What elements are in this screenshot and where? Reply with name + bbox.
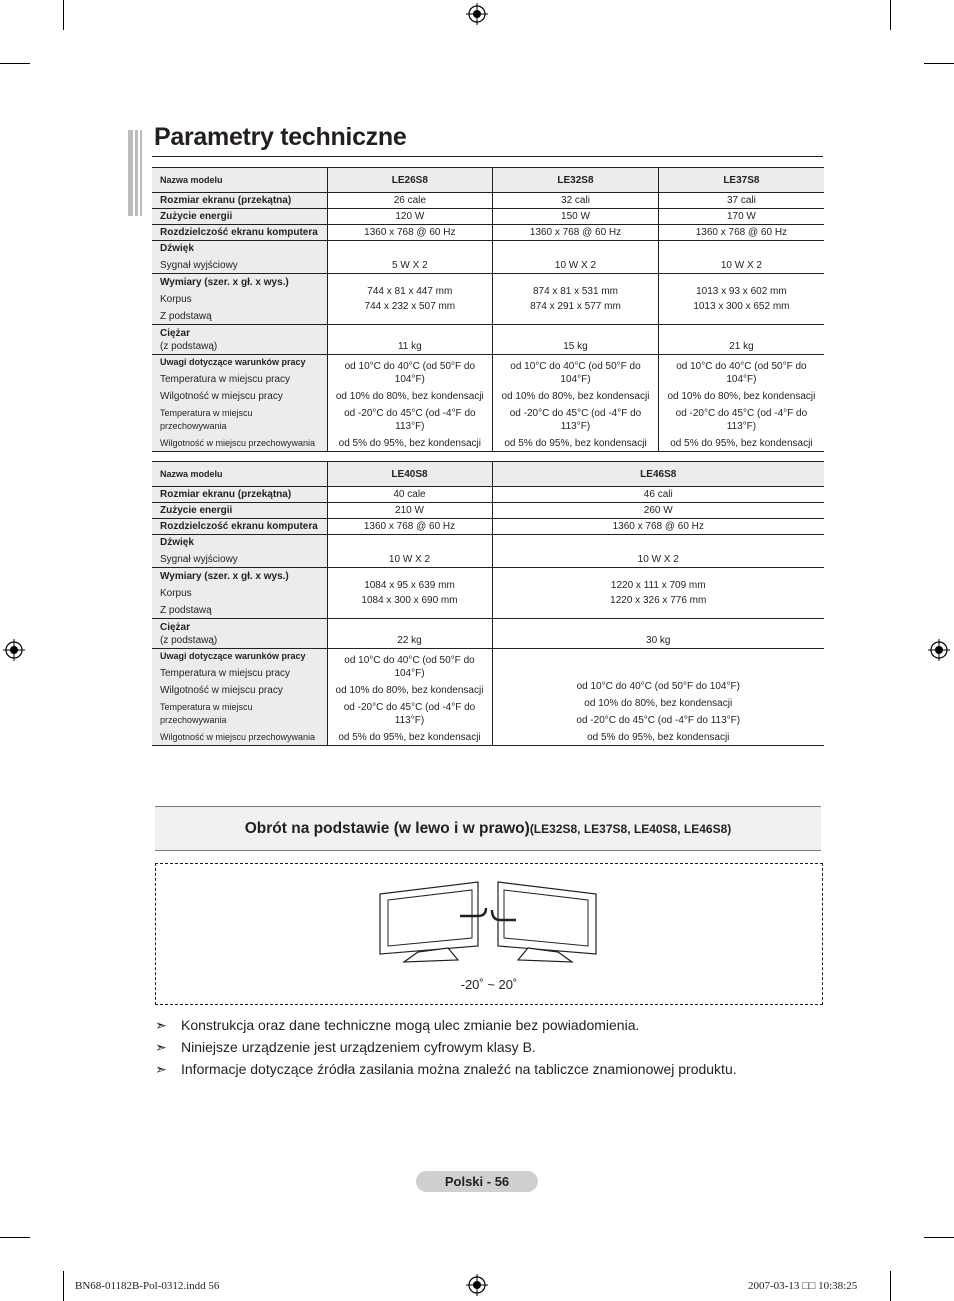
arrow-icon: ➣ bbox=[155, 1017, 167, 1033]
model-header-label: Nazwa modelu bbox=[152, 462, 327, 487]
cell-value: 37 cali bbox=[658, 193, 824, 209]
crop-mark bbox=[890, 0, 891, 30]
row-sublabel: Temperatura w miejscu przechowywania bbox=[160, 702, 253, 725]
crop-mark bbox=[63, 0, 64, 30]
cell-value: 11 kg bbox=[327, 325, 493, 355]
registration-mark-icon bbox=[928, 639, 950, 661]
row-label: Wymiary (szer. x gł. x wys.) bbox=[160, 571, 289, 582]
row-sublabel: Z podstawą bbox=[160, 311, 212, 322]
table-row bbox=[152, 519, 824, 535]
cell-value: 21 kg bbox=[658, 325, 824, 355]
table-row bbox=[152, 193, 824, 209]
cell-value: od 10% do 80%, bez kondensacji bbox=[501, 391, 650, 402]
cell-value: 1220 x 326 x 776 mm bbox=[610, 595, 707, 606]
cell-value: od 10% do 80%, bez kondensacji bbox=[667, 391, 816, 402]
row-sublabel: (z podstawą) bbox=[160, 635, 218, 646]
table-row bbox=[152, 168, 824, 193]
row-label: Rozmiar ekranu (przekątna) bbox=[160, 489, 292, 500]
cell-value: od -20°C do 45°C (od -4°F do 113°F) bbox=[576, 715, 741, 726]
model-name: LE40S8 bbox=[327, 462, 492, 487]
rotation-angle: -20˚ ~ 20˚ bbox=[460, 977, 518, 992]
cell-value: 1220 x 111 x 709 mm bbox=[610, 580, 706, 591]
footer-file: BN68-01182B-Pol-0312.indd 56 bbox=[75, 1280, 220, 1292]
cell-value: od 5% do 95%, bez kondensacji bbox=[338, 438, 481, 449]
cell-value: 1360 x 768 @ 60 Hz bbox=[492, 519, 824, 535]
crop-mark bbox=[924, 63, 954, 64]
title-rule bbox=[152, 156, 823, 157]
cell-value: 260 W bbox=[492, 503, 824, 519]
note-item bbox=[155, 1061, 737, 1078]
table-row bbox=[152, 241, 824, 274]
table-row bbox=[152, 619, 824, 649]
crop-mark bbox=[0, 63, 30, 64]
row-sublabel: Z podstawą bbox=[160, 605, 212, 616]
table-row bbox=[152, 325, 824, 355]
cell-value: od 10°C do 40°C (od 50°F do 104°F) bbox=[510, 361, 641, 385]
cell-value: 1013 x 300 x 652 mm bbox=[693, 301, 790, 312]
cell-value: od 10°C do 40°C (od 50°F do 104°F) bbox=[676, 361, 807, 385]
cell-value: od 5% do 95%, bez kondensacji bbox=[338, 732, 481, 743]
table-row bbox=[152, 503, 824, 519]
registration-mark-icon bbox=[3, 639, 25, 661]
table-row bbox=[152, 568, 824, 619]
cell-value: od -20°C do 45°C (od -4°F do 113°F) bbox=[509, 408, 642, 432]
row-label: Ciężar bbox=[160, 622, 191, 633]
cell-value: 1360 x 768 @ 60 Hz bbox=[658, 225, 824, 241]
model-name: LE37S8 bbox=[658, 168, 824, 193]
rotation-diagram bbox=[155, 863, 823, 1005]
cell-value: 22 kg bbox=[327, 619, 492, 649]
row-label: Dźwięk bbox=[160, 243, 194, 254]
cell-value: od 10% do 80%, bez kondensacji bbox=[584, 698, 733, 709]
row-label: Ciężar bbox=[160, 328, 191, 339]
row-sublabel: Wilgotność w miejscu pracy bbox=[160, 391, 283, 402]
arrow-icon: ➣ bbox=[155, 1061, 167, 1077]
cell-value: 1084 x 300 x 690 mm bbox=[361, 595, 458, 606]
cell-value: 1360 x 768 @ 60 Hz bbox=[493, 225, 659, 241]
row-sublabel: Korpus bbox=[160, 294, 192, 305]
cell-value: 5 W X 2 bbox=[327, 241, 493, 274]
cell-value: 874 x 81 x 531 mm bbox=[532, 286, 618, 297]
model-name: LE26S8 bbox=[327, 168, 493, 193]
model-name: LE32S8 bbox=[493, 168, 659, 193]
row-sublabel: Temperatura w miejscu pracy bbox=[160, 668, 291, 679]
cell-value: 10 W X 2 bbox=[492, 535, 824, 568]
row-label: Dźwięk bbox=[160, 537, 194, 548]
cell-value: od -20°C do 45°C (od -4°F do 113°F) bbox=[343, 702, 476, 726]
cell-value: 150 W bbox=[493, 209, 659, 225]
row-label: Rozdzielczość ekranu komputera bbox=[160, 521, 318, 532]
cell-value: od -20°C do 45°C (od -4°F do 113°F) bbox=[344, 408, 476, 432]
row-sublabel: Wilgotność w miejscu pracy bbox=[160, 685, 283, 696]
crop-mark bbox=[890, 1271, 891, 1301]
crop-mark bbox=[63, 1271, 64, 1301]
table-row bbox=[152, 535, 824, 568]
cell-value: od 5% do 95%, bez kondensacji bbox=[504, 438, 647, 449]
cell-value: 10 W X 2 bbox=[493, 241, 659, 274]
spec-table-2 bbox=[152, 461, 824, 746]
registration-mark-icon bbox=[466, 3, 488, 25]
cell-value: 170 W bbox=[658, 209, 824, 225]
page-number: Polski - 56 bbox=[416, 1171, 538, 1192]
cell-value: od 5% do 95%, bez kondensacji bbox=[670, 438, 813, 449]
tv-rotation-icon bbox=[378, 880, 608, 965]
cell-value: od 10°C do 40°C (od 50°F do 104°F) bbox=[344, 361, 476, 385]
footer-date: 2007-03-13 □□ 10:38:25 bbox=[748, 1280, 858, 1292]
row-sublabel: Sygnał wyjściowy bbox=[160, 554, 238, 565]
note-text: Niniejsze urządzenie jest urządzeniem cyfrowym klasy B. bbox=[181, 1039, 536, 1055]
table-row bbox=[152, 355, 824, 452]
cell-value: 10 W X 2 bbox=[327, 535, 492, 568]
cell-value: od -20°C do 45°C (od -4°F do 113°F) bbox=[675, 408, 808, 432]
row-sublabel: Wilgotność w miejscu przechowywania bbox=[160, 438, 316, 448]
crop-mark bbox=[924, 1237, 954, 1238]
table-row bbox=[152, 274, 824, 325]
cell-value: 1084 x 95 x 639 mm bbox=[364, 580, 455, 591]
row-sublabel: Wilgotność w miejscu przechowywania bbox=[160, 732, 316, 742]
cell-value: 744 x 232 x 507 mm bbox=[364, 301, 456, 312]
table-row bbox=[152, 649, 824, 746]
cell-value: od 10% do 80%, bez kondensacji bbox=[335, 685, 484, 696]
row-label: Rozmiar ekranu (przekątna) bbox=[160, 195, 292, 206]
model-name: LE46S8 bbox=[492, 462, 824, 487]
note-text: Konstrukcja oraz dane techniczne mogą ulec zmianie bez powiadomienia. bbox=[181, 1017, 640, 1033]
registration-mark-icon bbox=[466, 1274, 488, 1296]
spec-table-1 bbox=[152, 167, 824, 452]
note-item bbox=[155, 1017, 639, 1034]
note-text: Informacje dotyczące źródła zasilania można znaleźć na tabliczce znamionowej produktu. bbox=[181, 1061, 737, 1077]
note-item bbox=[155, 1039, 536, 1056]
table-row bbox=[152, 462, 824, 487]
cell-value: od 10°C do 40°C (od 50°F do 104°F) bbox=[576, 681, 740, 692]
rotation-title-text: Obrót na podstawie (w lewo i w prawo) bbox=[244, 820, 530, 837]
page-title: Parametry techniczne bbox=[154, 123, 407, 151]
table-row bbox=[152, 209, 824, 225]
cell-value: od 5% do 95%, bez kondensacji bbox=[587, 732, 730, 743]
cell-value: 120 W bbox=[327, 209, 493, 225]
arrow-icon: ➣ bbox=[155, 1039, 167, 1055]
table-row bbox=[152, 487, 824, 503]
cell-value: 46 cali bbox=[492, 487, 824, 503]
row-sublabel: Korpus bbox=[160, 588, 192, 599]
row-sublabel: Temperatura w miejscu pracy bbox=[160, 374, 291, 385]
cell-value: od 10% do 80%, bez kondensacji bbox=[335, 391, 484, 402]
title-decoration bbox=[128, 130, 142, 216]
rotation-header bbox=[155, 806, 821, 851]
row-label: Zużycie energii bbox=[160, 211, 233, 222]
cell-value: 10 W X 2 bbox=[658, 241, 824, 274]
cell-value: 1013 x 93 x 602 mm bbox=[696, 286, 787, 297]
cell-value: 32 cali bbox=[493, 193, 659, 209]
cell-value: 874 x 291 x 577 mm bbox=[530, 301, 621, 312]
cell-value: 15 kg bbox=[493, 325, 659, 355]
cell-value: 744 x 81 x 447 mm bbox=[367, 286, 453, 297]
cell-value: 210 W bbox=[327, 503, 492, 519]
cell-value: 40 cale bbox=[327, 487, 492, 503]
row-label: Uwagi dotyczące warunków pracy bbox=[160, 357, 306, 367]
cell-value: 26 cale bbox=[327, 193, 493, 209]
cell-value: 30 kg bbox=[492, 619, 824, 649]
cell-value: od 10°C do 40°C (od 50°F do 104°F) bbox=[344, 655, 475, 679]
rotation-title bbox=[155, 820, 821, 838]
cell-value: 1360 x 768 @ 60 Hz bbox=[327, 519, 492, 535]
crop-mark bbox=[0, 1237, 30, 1238]
cell-value: 1360 x 768 @ 60 Hz bbox=[327, 225, 493, 241]
rotation-models: (LE32S8, LE37S8, LE40S8, LE46S8) bbox=[529, 822, 732, 836]
row-sublabel: Sygnał wyjściowy bbox=[160, 260, 238, 271]
row-sublabel: Temperatura w miejscu przechowywania bbox=[160, 408, 253, 431]
row-label: Uwagi dotyczące warunków pracy bbox=[160, 651, 306, 661]
table-row bbox=[152, 225, 824, 241]
row-label: Rozdzielczość ekranu komputera bbox=[160, 227, 318, 238]
row-label: Zużycie energii bbox=[160, 505, 233, 516]
model-header-label: Nazwa modelu bbox=[152, 168, 327, 193]
row-sublabel: (z podstawą) bbox=[160, 341, 218, 352]
row-label: Wymiary (szer. x gł. x wys.) bbox=[160, 277, 289, 288]
